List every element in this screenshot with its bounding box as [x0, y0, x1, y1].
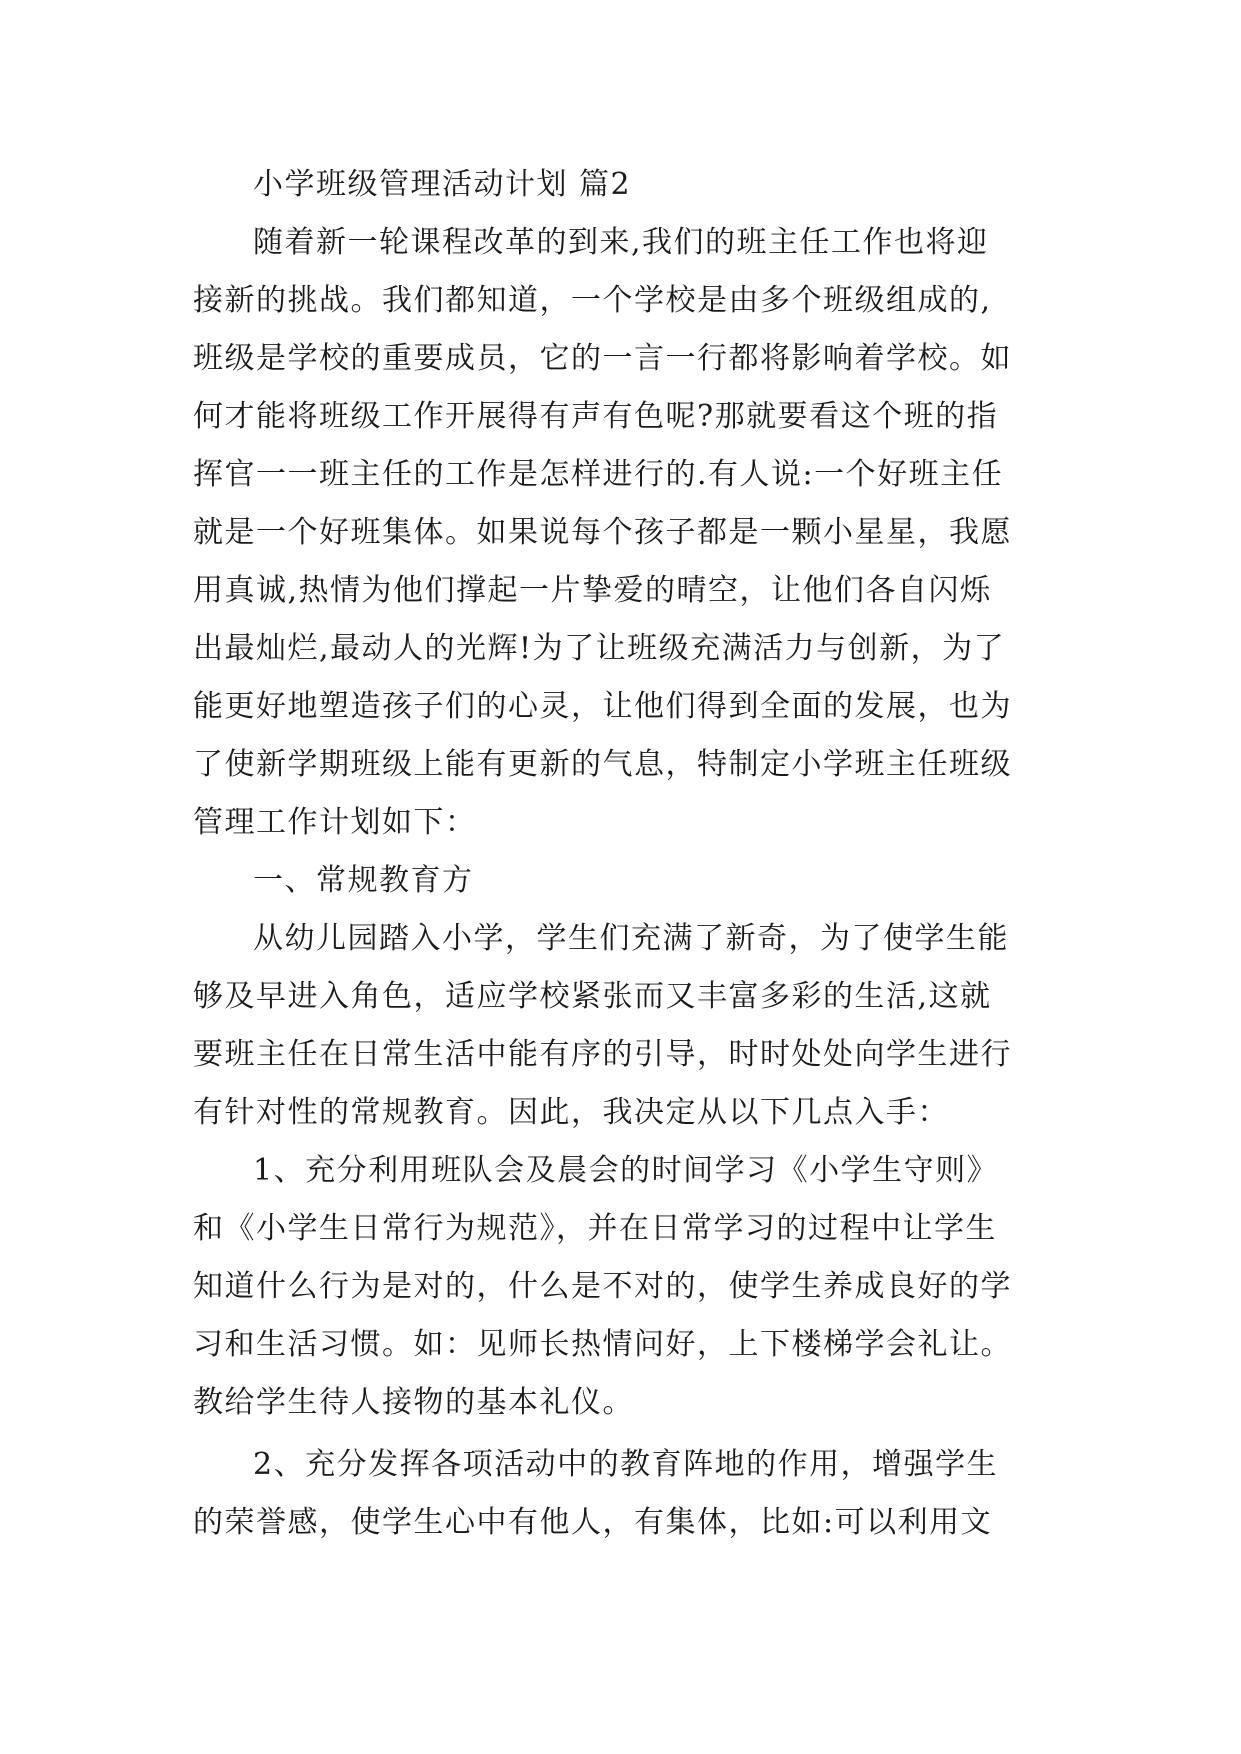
text-line: 管理工作计划如下：: [193, 805, 477, 840]
text-line: 教给学生待人接物的基本礼仪。: [193, 1385, 634, 1420]
section-heading: 一、常规教育方: [253, 863, 474, 898]
text-line: 够及早进入角色，适应学校紧张而又丰富多彩的生活,这就: [193, 979, 992, 1014]
text-line: 要班主任在日常生活中能有序的引导，时时处处向学生进行: [193, 1037, 1012, 1072]
text-line: 接新的挑战。我们都知道，一个学校是由多个班级组成的,: [193, 283, 992, 318]
text-line: 用真诚,热情为他们撑起一片挚爱的晴空，让他们各自闪烁: [193, 573, 992, 608]
text-line: 1、充分利用班队会及晨会的时间学习《小学生守则》: [253, 1153, 999, 1188]
text-line: 就是一个好班集体。如果说每个孩子都是一颗小星星，我愿: [193, 515, 1012, 550]
section-title: 小学班级管理活动计划 篇2: [253, 167, 632, 202]
text-line: 知道什么行为是对的，什么是不对的，使学生养成良好的学: [193, 1269, 1012, 1304]
text-line: 挥官一一班主任的工作是怎样进行的.有人说:一个好班主任: [193, 457, 1004, 492]
text-line: 何才能将班级工作开展得有声有色呢?那就要看这个班的指: [193, 399, 999, 434]
text-line: 出最灿烂,最动人的光辉!为了让班级充满活力与创新，为了: [193, 631, 1006, 666]
text-line: 了使新学期班级上能有更新的气息，特制定小学班主任班级: [193, 747, 1012, 782]
text-line: 和《小学生日常行为规范》，并在日常学习的过程中让学生: [193, 1211, 997, 1246]
text-line: 从幼儿园踏入小学，学生们充满了新奇，为了使学生能: [253, 921, 1009, 956]
text-line: 习和生活习惯。如：见师长热情问好，上下楼梯学会礼让。: [193, 1327, 1012, 1362]
text-line: 2、充分发挥各项活动中的教育阵地的作用，增强学生: [253, 1447, 999, 1482]
text-line: 班级是学校的重要成员，它的一言一行都将影响着学校。如: [193, 341, 1012, 376]
text-line: 有针对性的常规教育。因此，我决定从以下几点入手：: [193, 1095, 949, 1130]
text-line: 随着新一轮课程改革的到来,我们的班主任工作也将迎: [253, 225, 989, 260]
text-line: 的荣誉感，使学生心中有他人，有集体，比如:可以利用文: [193, 1505, 993, 1540]
text-line: 能更好地塑造孩子们的心灵，让他们得到全面的发展，也为: [193, 689, 1012, 724]
